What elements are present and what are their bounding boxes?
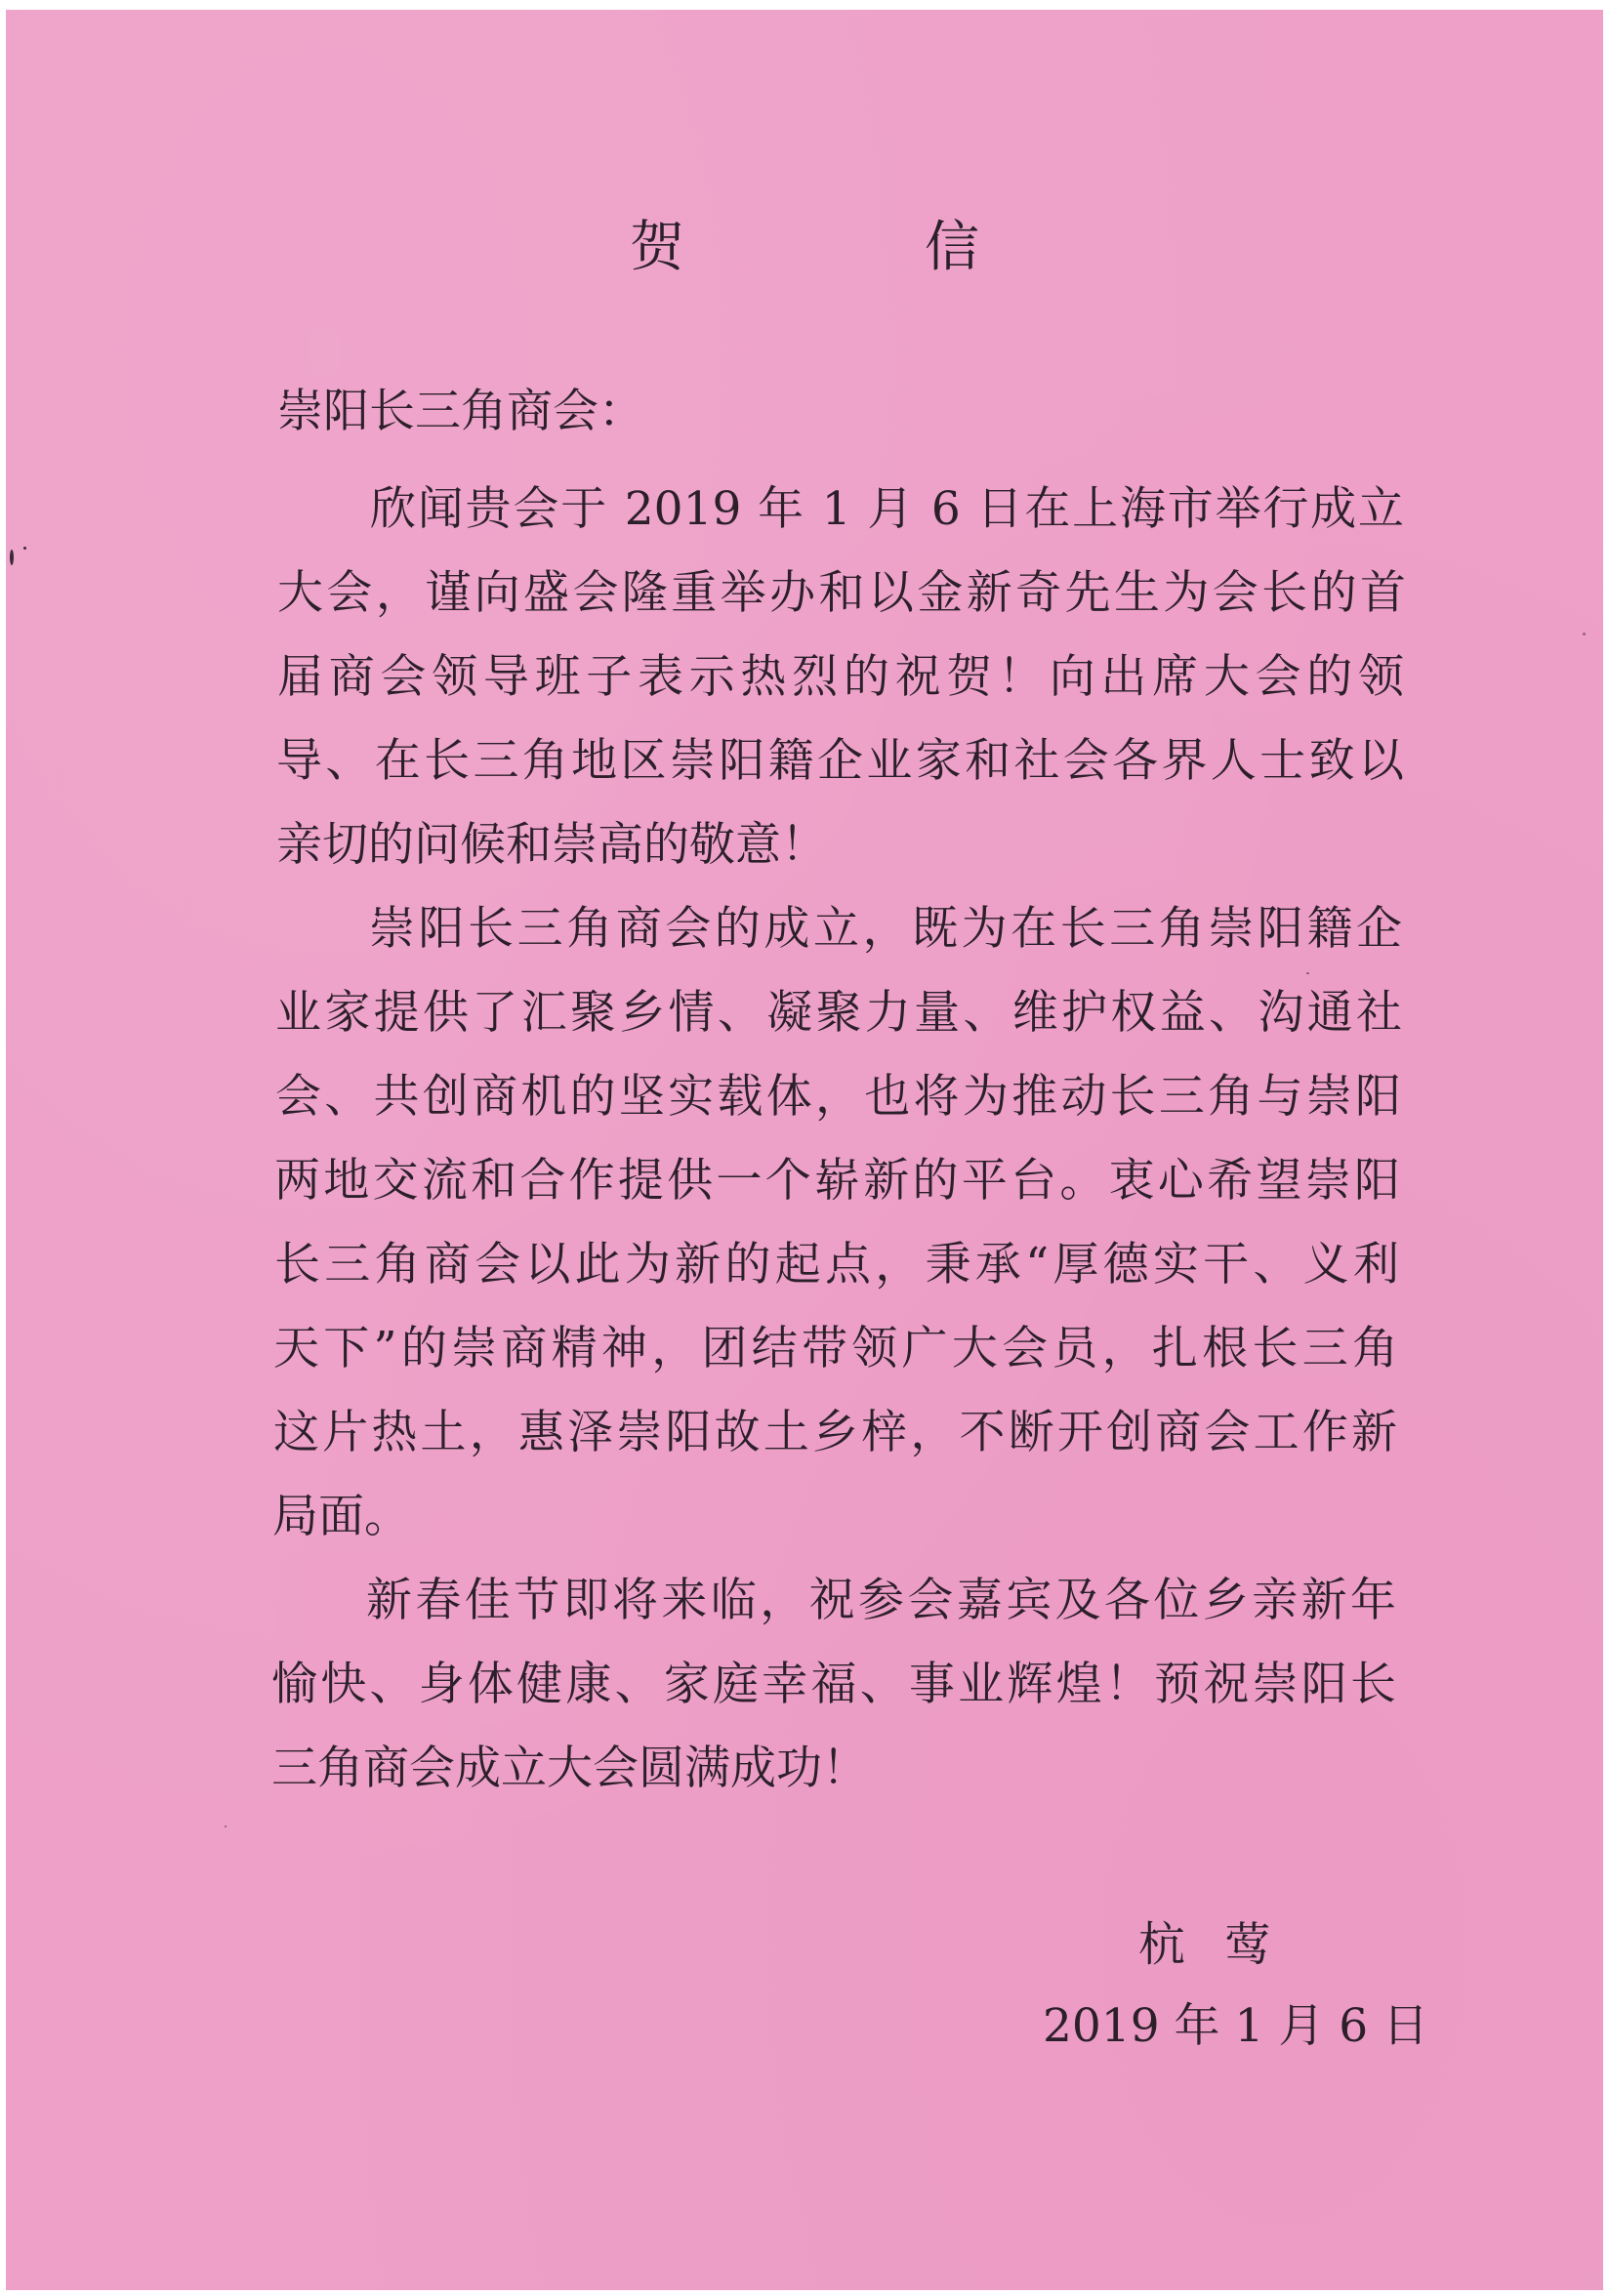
- paragraph-2-line-5: 长三角商会以此为新的起点，秉承“厚德实干、义利: [274, 1238, 1399, 1292]
- paragraph-1-line-4: 导、在长三角地区崇阳籍企业家和社会各界人士致以: [276, 734, 1404, 788]
- letter-title: 贺 信: [630, 216, 1072, 279]
- paragraph-1-line-5: 亲切的问候和崇高的敬意！: [276, 818, 827, 872]
- letter-sheet: [6, 10, 1603, 2290]
- paragraph-3-line-2: 愉快、身体健康、家庭幸福、事业辉煌！预祝崇阳长: [271, 1658, 1396, 1711]
- scan-speck: [225, 1825, 227, 1827]
- paragraph-3-line-1: 新春佳节即将来临，祝参会嘉宾及各位乡亲新年: [366, 1574, 1396, 1627]
- paragraph-3-line-3: 三角商会成立大会圆满成功！: [271, 1742, 868, 1795]
- signer-name: 杭莺: [1138, 1917, 1311, 1972]
- paragraph-2-line-7: 这片热土，惠泽崇阳故土乡梓，不断开创商会工作新: [273, 1406, 1397, 1459]
- paragraph-2-line-8: 局面。: [272, 1490, 410, 1543]
- paragraph-2-line-1: 崇阳长三角商会的成立，既为在长三角崇阳籍企: [369, 902, 1402, 956]
- paragraph-2-line-6: 天下”的崇商精神，团结带领广大会员，扎根长三角: [273, 1322, 1398, 1375]
- scan-speck: [23, 547, 26, 550]
- letter-date: 2019 年 1 月 6 日: [1043, 1999, 1429, 2053]
- paragraph-2-line-4: 两地交流和合作提供一个崭新的平台。衷心希望崇阳: [274, 1154, 1400, 1208]
- paragraph-1-line-2: 大会，谨向盛会隆重举办和以金新奇先生为会长的首: [277, 566, 1406, 620]
- scan-speck: [10, 550, 14, 565]
- paragraph-1-line-3: 届商会领导班子表示热烈的祝贺！向出席大会的领: [277, 650, 1404, 704]
- paragraph-2-line-3: 会、共创商机的坚实载体，也将为推动长三角与崇阳: [275, 1070, 1401, 1124]
- salutation: 崇阳长三角商会：: [277, 385, 644, 438]
- scan-speck: [1583, 633, 1586, 636]
- paragraph-1-line-1: 欣闻贵会于 2019 年 1 月 6 日在上海市举行成立: [370, 482, 1404, 536]
- scan-speck: [1306, 972, 1309, 974]
- paragraph-2-line-2: 业家提供了汇聚乡情、凝聚力量、维护权益、沟通社: [275, 986, 1402, 1040]
